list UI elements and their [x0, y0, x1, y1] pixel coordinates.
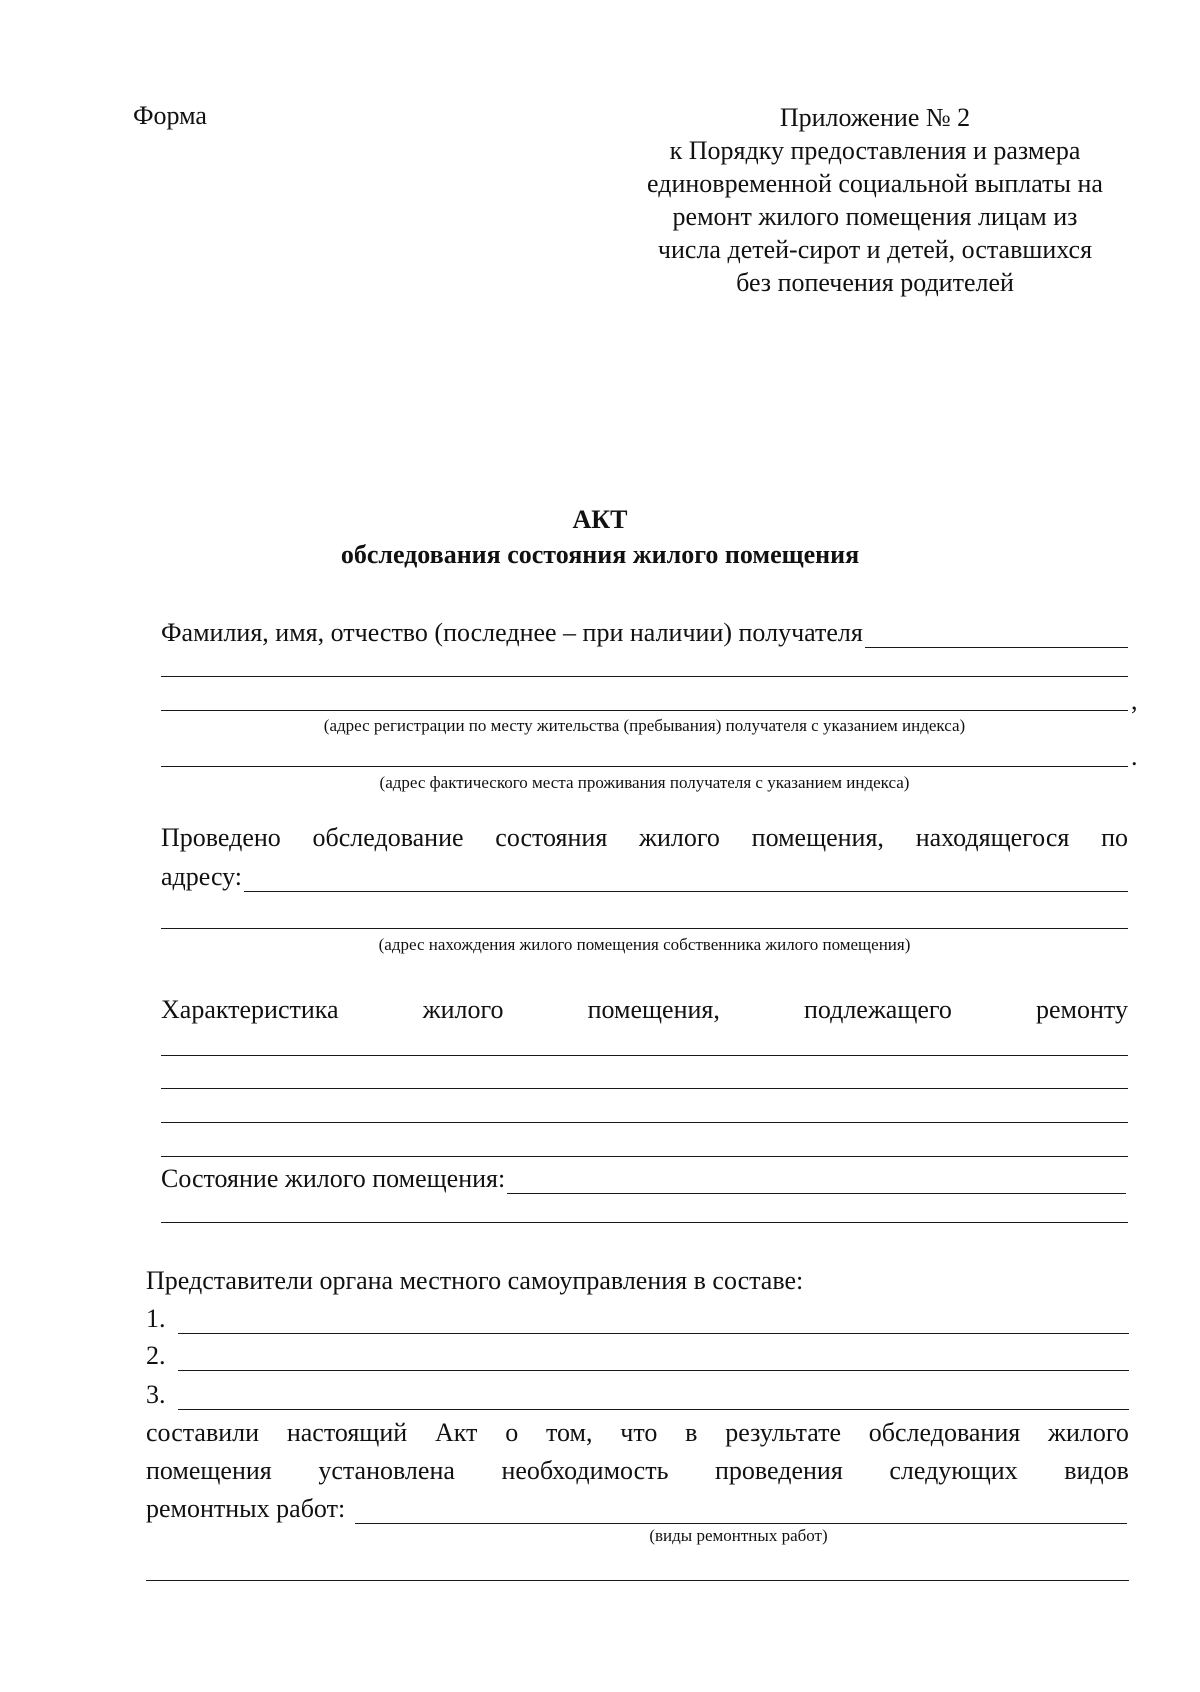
representative-row-1	[146, 1304, 1129, 1334]
conclusion-word: том,	[545, 1418, 593, 1447]
inspection-word: состояния	[495, 823, 608, 852]
condition-field-line[interactable]	[161, 1222, 1128, 1223]
inspection-address-hint: (адрес нахождения жилого помещения собственника жилого помещения)	[378, 935, 911, 954]
inspection-word: обследование	[312, 823, 464, 852]
characteristics-field[interactable]	[161, 1088, 1128, 1089]
representative-row-3	[146, 1380, 1129, 1410]
representative-number: 3.	[146, 1380, 166, 1409]
conclusion-word: проведения	[715, 1456, 843, 1485]
conclusion-word: видов	[1064, 1456, 1129, 1485]
repair-works-hint: (виды ремонтных работ)	[649, 1526, 828, 1545]
recipient-fio-row	[161, 618, 1128, 648]
repair-works-label: ремонтных работ:	[146, 1494, 346, 1523]
conclusion-word: жилого	[1048, 1418, 1129, 1447]
inspection-word: находящегося	[915, 823, 1070, 852]
characteristics-word: помещения,	[587, 995, 720, 1024]
characteristics-field[interactable]	[161, 1122, 1128, 1123]
conclusion-word: установлена	[318, 1456, 455, 1485]
representative-field-2[interactable]	[178, 1346, 1130, 1371]
reg-address-hint: (адрес регистрации по месту жительства (пребывания) получателя с указанием индекса)	[323, 716, 966, 735]
document-title: АКТ	[572, 505, 628, 534]
inspection-address-field-line[interactable]	[161, 928, 1128, 929]
appendix-line: к Порядку предоставления и размера	[669, 136, 1081, 165]
characteristics-line	[161, 995, 1128, 1025]
inspection-line	[161, 823, 1128, 853]
comma-mark: ,	[1131, 686, 1138, 715]
appendix-block	[610, 101, 1140, 299]
actual-address-hint: (адрес фактического места проживания получателя с указанием индекса)	[379, 773, 910, 792]
conclusion-line-3	[146, 1494, 1127, 1524]
recipient-fio-label: Фамилия, имя, отчество (последнее – при наличии) получателя	[161, 618, 863, 647]
conclusion-word: результате	[725, 1418, 841, 1447]
conclusion-word: о	[505, 1418, 519, 1447]
inspection-word: по	[1101, 823, 1128, 852]
appendix-line: Приложение № 2	[779, 103, 971, 132]
recipient-fio-field[interactable]	[865, 623, 1128, 648]
condition-field[interactable]	[507, 1169, 1126, 1194]
condition-label: Состояние жилого помещения:	[161, 1164, 506, 1193]
representative-field-1[interactable]	[178, 1309, 1130, 1334]
characteristics-word: подлежащего	[803, 995, 952, 1024]
conclusion-word: настоящий	[286, 1418, 408, 1447]
repair-works-field[interactable]	[355, 1499, 1127, 1524]
characteristics-field[interactable]	[161, 1156, 1128, 1157]
conclusion-word: необходимость	[501, 1456, 669, 1485]
actual-address-field[interactable]	[161, 766, 1128, 767]
appendix-line: числа детей-сирот и детей, оставшихся	[657, 235, 1093, 264]
reg-address-field[interactable]	[161, 710, 1128, 711]
conclusion-word: в	[685, 1418, 698, 1447]
conclusion-word: помещения	[146, 1456, 272, 1485]
characteristics-word: жилого	[422, 995, 504, 1024]
conclusion-word: обследования	[868, 1418, 1021, 1447]
document-subtitle: обследования состояния жилого помещения	[340, 540, 860, 569]
representative-number: 1.	[146, 1304, 166, 1333]
conclusion-word: следующих	[889, 1456, 1018, 1485]
conclusion-line-1	[146, 1418, 1129, 1448]
inspection-word: помещения,	[751, 823, 884, 852]
recipient-fio-field-line[interactable]	[161, 676, 1128, 677]
form-label: Форма	[133, 101, 207, 130]
inspection-address-label: адресу:	[161, 862, 243, 891]
characteristics-word: Характеристика	[161, 995, 339, 1024]
representative-field-3[interactable]	[178, 1385, 1130, 1410]
period-mark: .	[1131, 742, 1138, 771]
representatives-label: Представители органа местного самоуправления в составе:	[146, 1266, 804, 1295]
appendix-line: ремонт жилого помещения лицам из	[672, 202, 1078, 231]
characteristics-field[interactable]	[161, 1055, 1128, 1056]
conclusion-word: составили	[146, 1418, 260, 1447]
conclusion-word: Акт	[434, 1418, 478, 1447]
conclusion-line-2	[146, 1456, 1129, 1486]
appendix-line: единовременной социальной выплаты на	[647, 169, 1103, 198]
inspection-word: Проведено	[161, 823, 281, 852]
inspection-word: жилого	[639, 823, 720, 852]
repair-works-field-line[interactable]	[146, 1580, 1129, 1581]
representative-number: 2.	[146, 1341, 166, 1370]
conclusion-word: что	[620, 1418, 658, 1447]
representative-row-2	[146, 1341, 1129, 1371]
condition-row	[161, 1164, 1126, 1194]
inspection-address-field[interactable]	[244, 867, 1128, 892]
inspection-address-row	[161, 862, 1128, 892]
characteristics-word: ремонту	[1036, 995, 1128, 1024]
appendix-line: без попечения родителей	[736, 268, 1014, 297]
